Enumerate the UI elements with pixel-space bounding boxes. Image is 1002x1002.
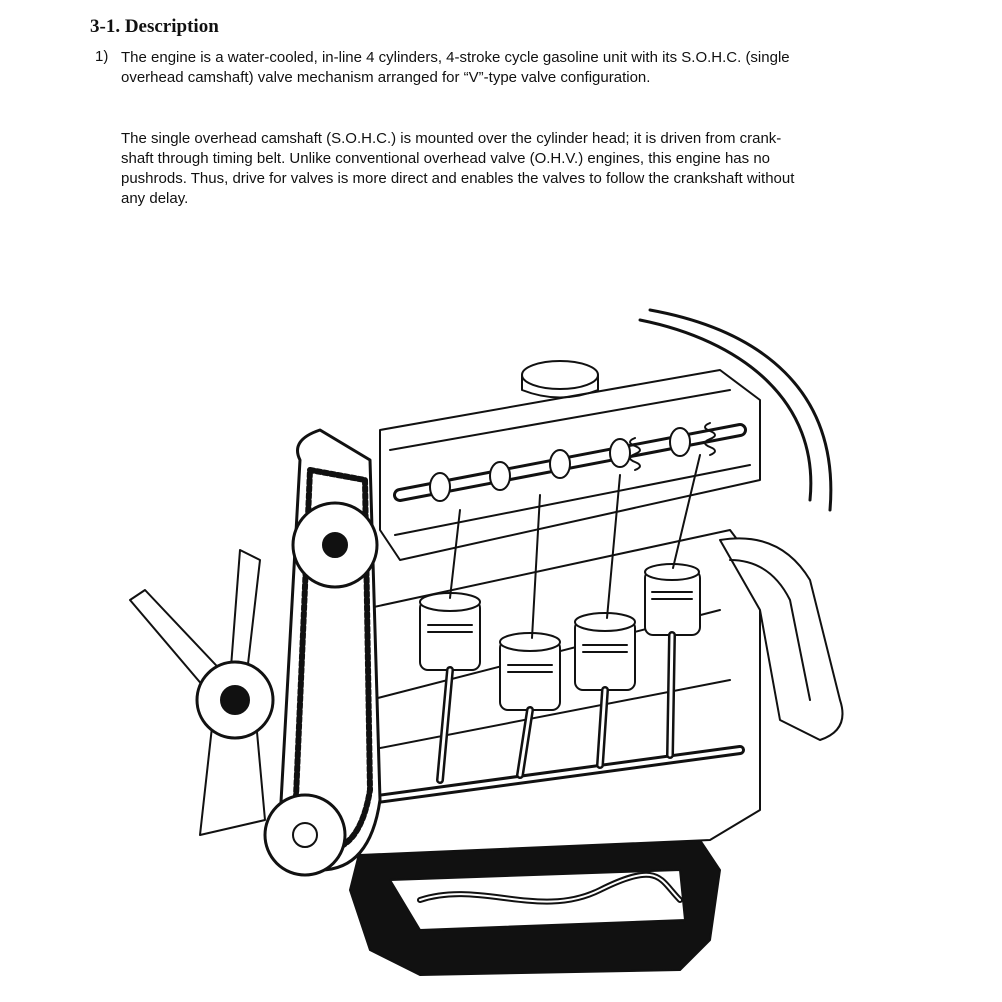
description-paragraph-1 (121, 48, 911, 88)
paragraph-line: pushrods. Thus, drive for valves is more direct and enables the valves to follow the crankshaft without (121, 170, 795, 187)
paragraph-line: any delay. (121, 190, 189, 207)
crankshaft-pulley (265, 795, 345, 875)
description-paragraph-2 (121, 129, 911, 209)
section-heading: 3-1. Description (90, 16, 219, 37)
paragraph-line: The engine is a water-cooled, in-line 4 cylinders, 4-stroke cycle gasoline unit with its S.O.H.C. (single (121, 49, 790, 66)
item-number: 1) (95, 48, 109, 65)
paragraph-line: shaft through timing belt. Unlike conventional overhead valve (O.H.V.) engines, this engine has no (121, 150, 770, 167)
engine-cutaway-illustration (120, 280, 860, 980)
paragraph-line: The single overhead camshaft (S.O.H.C.) is mounted over the cylinder head; it is driven from crank- (121, 130, 782, 147)
oil-filler-cap (522, 361, 598, 389)
cooling-fan (130, 550, 273, 835)
paragraph-line: overhead camshaft) valve mechanism arranged for “V”-type valve configuration. (121, 69, 651, 86)
